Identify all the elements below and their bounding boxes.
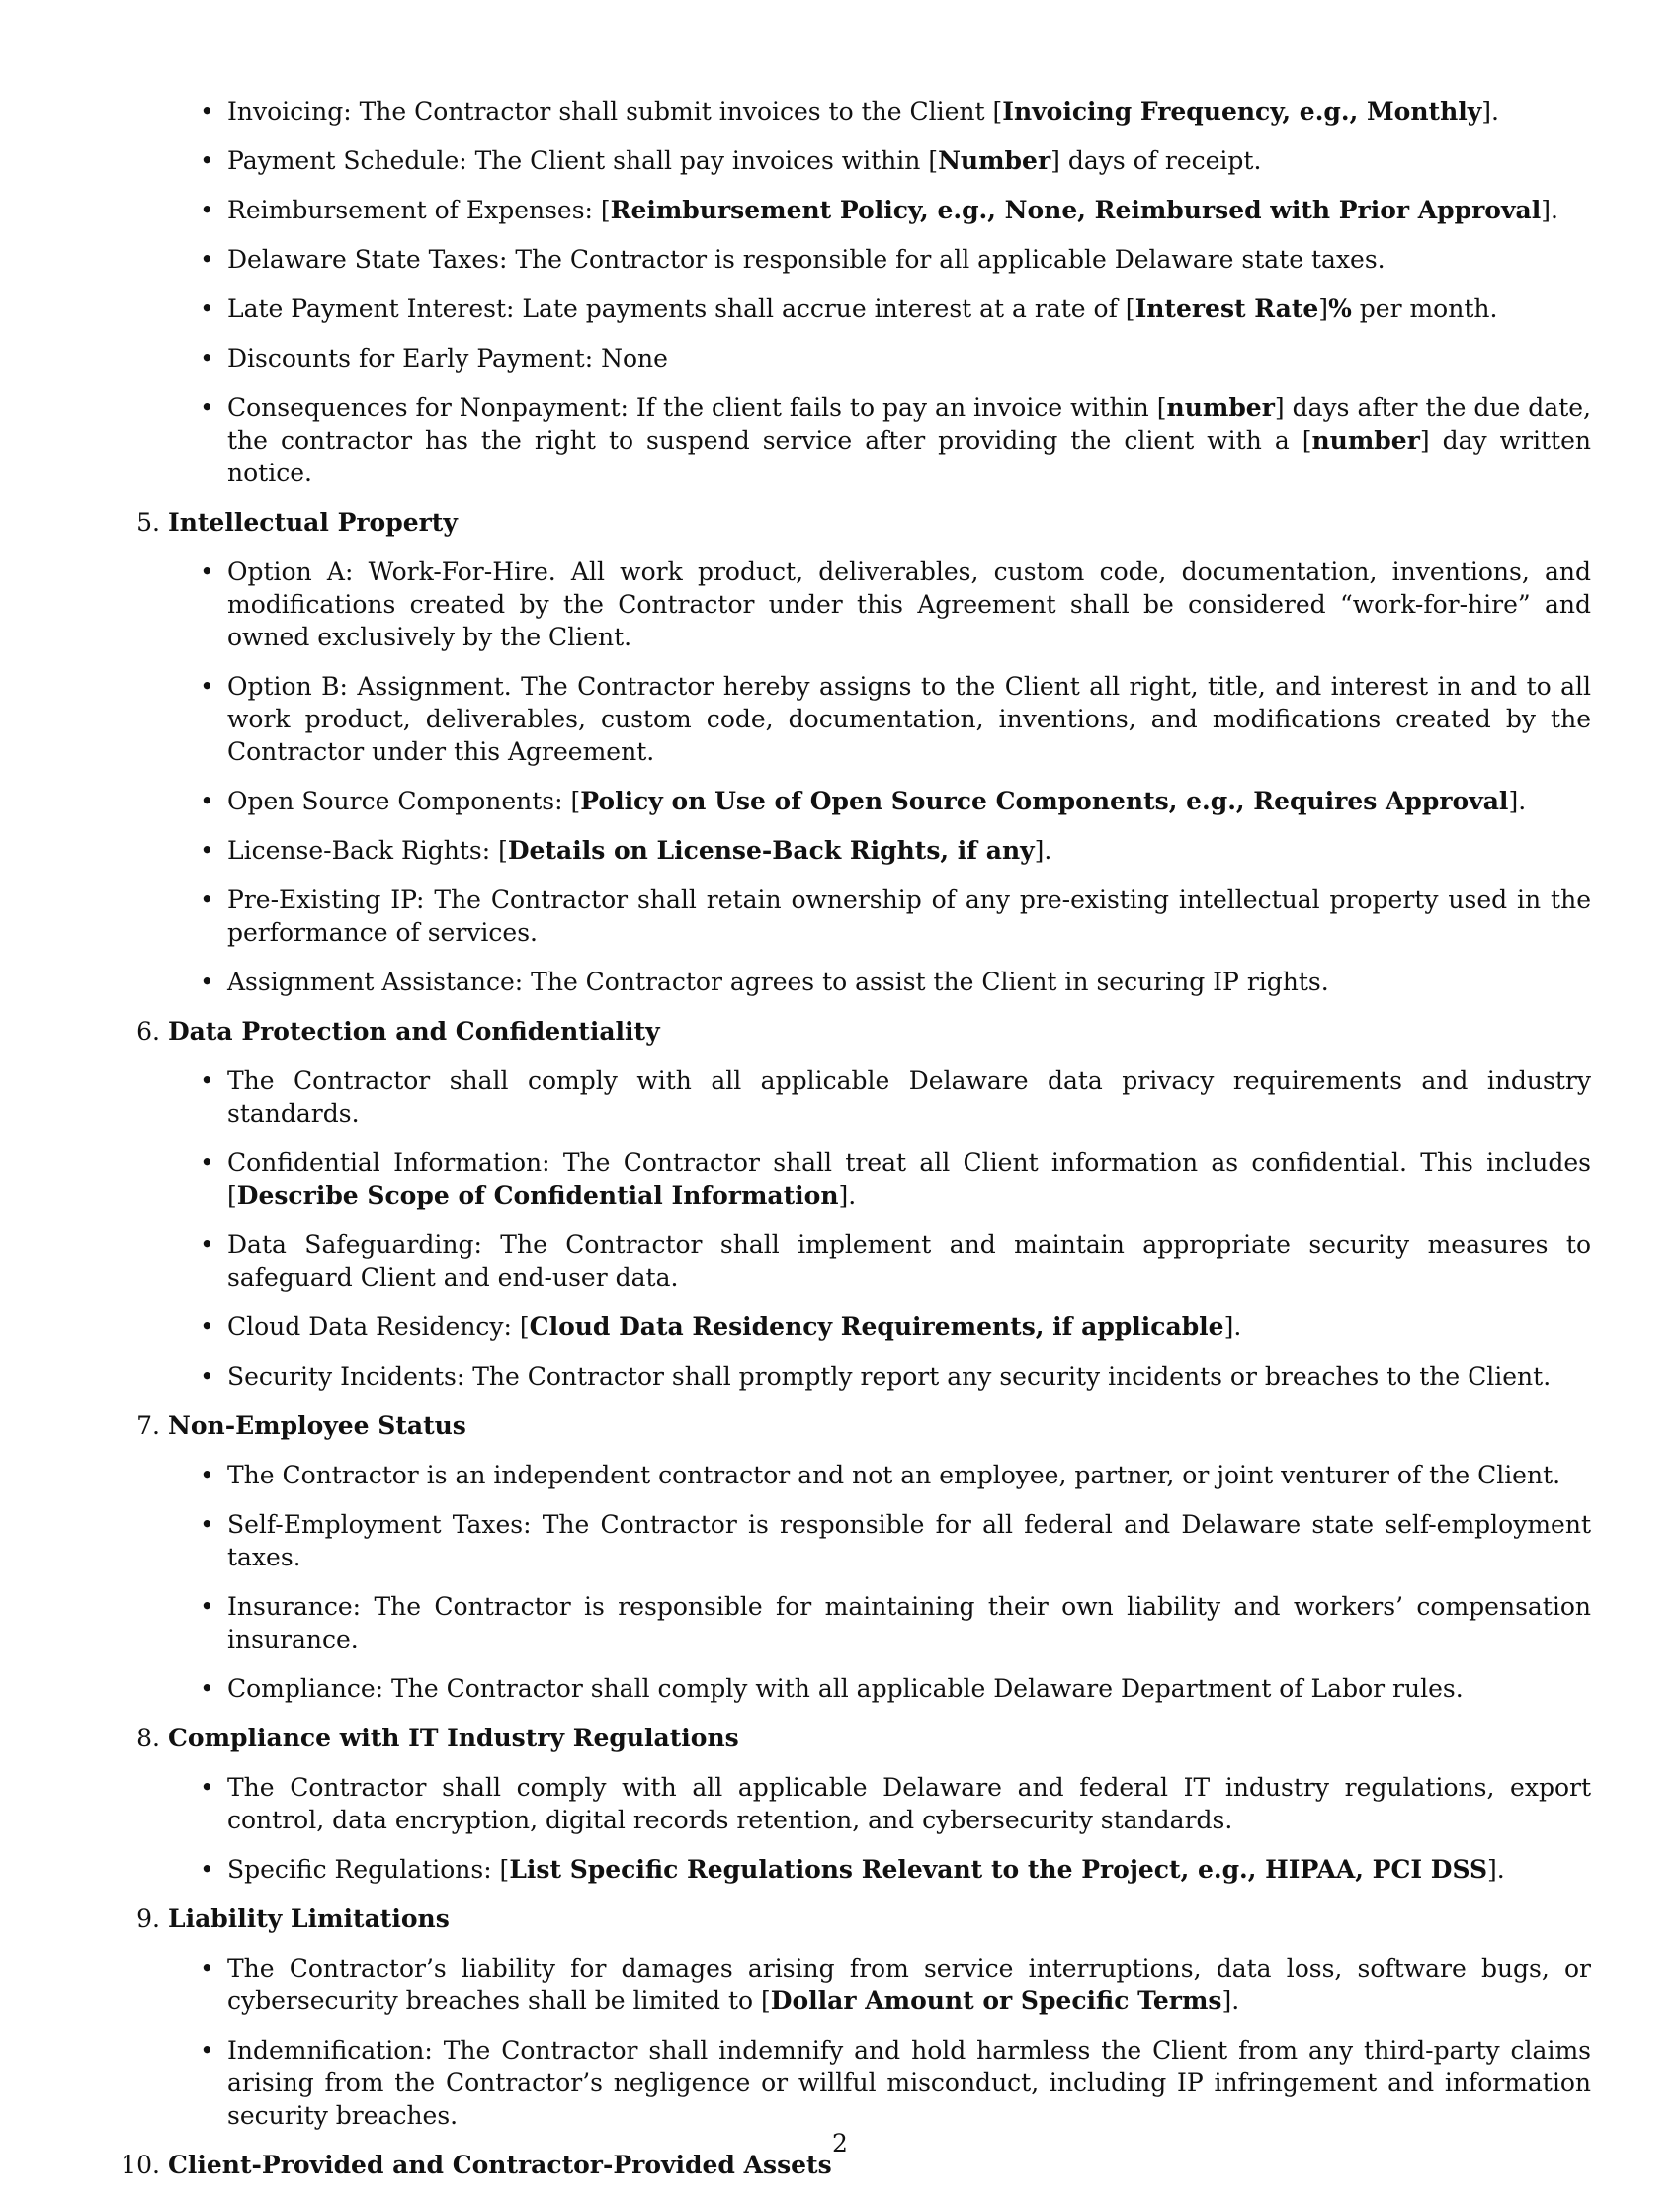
- list-item: • The Contractor is an independent contractor and not an employee, partner, or joint venturer of the Client.: [128, 1459, 1591, 1491]
- list-item: • Reimbursement of Expenses: [Reimbursement Policy, e.g., None, Reimbursed with Prior Approval].: [128, 194, 1591, 226]
- section-title: Compliance with IT Industry Regulations: [168, 1724, 739, 1752]
- section-number: 9.: [136, 1904, 160, 1933]
- list-item: • Insurance: The Contractor is responsible for maintaining their own liability and workers’ compensation insurance.: [128, 1590, 1591, 1655]
- section-number: 6.: [136, 1017, 160, 1046]
- section-heading: [128, 1409, 1591, 1442]
- list-item: • Consequences for Nonpayment: If the client fails to pay an invoice within [number] days after the due date, the contractor has the right to suspend service after providing the client with a [number] day written notice.: [128, 391, 1591, 489]
- section-heading: [128, 1722, 1591, 1754]
- list-item: • Specific Regulations: [List Specific Regulations Relevant to the Project, e.g., HIPAA, PCI DSS].: [128, 1853, 1591, 1886]
- list-item: • Pre-Existing IP: The Contractor shall retain ownership of any pre-existing intellectual property used in the performance of services.: [128, 884, 1591, 949]
- list-item: • Assignment Assistance: The Contractor agrees to assist the Client in securing IP rights.: [128, 966, 1591, 998]
- section-title: Data Protection and Confidentiality: [168, 1017, 660, 1046]
- section-number: 10.: [121, 2151, 160, 2179]
- section-title: Intellectual Property: [168, 508, 458, 537]
- list-item: • Discounts for Early Payment: None: [128, 342, 1591, 375]
- section-heading: [128, 1902, 1591, 1935]
- list-item: • Delaware State Taxes: The Contractor is responsible for all applicable Delaware state taxes.: [128, 243, 1591, 276]
- list-item: • The Contractor shall comply with all applicable Delaware and federal IT industry regulations, export control, data encryption, digital records retention, and cybersecurity standards.: [128, 1771, 1591, 1836]
- list-item: • Indemnification: The Contractor shall indemnify and hold harmless the Client from any third-party claims arising from the Contractor’s negligence or willful misconduct, including IP infringement and information security breaches.: [128, 2034, 1591, 2132]
- list-item: • Confidential Information: The Contractor shall treat all Client information as confidential. This includes [Describe Scope of Confidential Information].: [128, 1146, 1591, 1212]
- section-number: 5.: [136, 508, 160, 537]
- list-item: • Payment Schedule: The Client shall pay invoices within [Number] days of receipt.: [128, 144, 1591, 177]
- list-item: • Self-Employment Taxes: The Contractor is responsible for all federal and Delaware state self-employment taxes.: [128, 1508, 1591, 1573]
- list-item: • Option A: Work-For-Hire. All work product, deliverables, custom code, documentation, inventions, and modifications created by the Contractor under this Agreement shall be considered “work-for-hire” and owned exclusively by the Client.: [128, 555, 1591, 653]
- section-title: Client-Provided and Contractor-Provided Assets: [168, 2151, 832, 2179]
- section-title: Liability Limitations: [168, 1904, 450, 1933]
- list-item: • The Contractor shall comply with all applicable Delaware data privacy requirements and industry standards.: [128, 1064, 1591, 1130]
- list-item: • Compliance: The Contractor shall comply with all applicable Delaware Department of Labor rules.: [128, 1672, 1591, 1705]
- section-heading: [128, 506, 1591, 539]
- payment-terms-list: [128, 95, 1591, 489]
- list-item: • Security Incidents: The Contractor shall promptly report any security incidents or breaches to the Client.: [128, 1360, 1591, 1393]
- page-number: 2: [832, 2129, 848, 2157]
- list-item: • Open Source Components: [Policy on Use of Open Source Components, e.g., Requires Approval].: [128, 785, 1591, 817]
- section-number: 8.: [136, 1724, 160, 1752]
- list-item: • Invoicing: The Contractor shall submit invoices to the Client [Invoicing Frequency, e.g., Monthly].: [128, 95, 1591, 127]
- section-number: 7.: [136, 1411, 160, 1440]
- list-item: • Cloud Data Residency: [Cloud Data Residency Requirements, if applicable].: [128, 1310, 1591, 1343]
- section-heading: [128, 1015, 1591, 1048]
- list-item: • The Contractor’s liability for damages arising from service interruptions, data loss, software bugs, or cybersecurity breaches shall be limited to [Dollar Amount or Specific Terms].: [128, 1952, 1591, 2017]
- list-item: • License-Back Rights: [Details on License-Back Rights, if any].: [128, 834, 1591, 867]
- list-item: • Late Payment Interest: Late payments shall accrue interest at a rate of [Interest Rate]% per month.: [128, 293, 1591, 325]
- section-title: Non-Employee Status: [168, 1411, 466, 1440]
- list-item: • Option B: Assignment. The Contractor hereby assigns to the Client all right, title, and interest in and to all work product, deliverables, custom code, documentation, inventions, and modifications created by the Contractor under this Agreement.: [128, 670, 1591, 768]
- list-item: • Data Safeguarding: The Contractor shall implement and maintain appropriate security measures to safeguard Client and end-user data.: [128, 1228, 1591, 1294]
- document-body: [121, 95, 1592, 2198]
